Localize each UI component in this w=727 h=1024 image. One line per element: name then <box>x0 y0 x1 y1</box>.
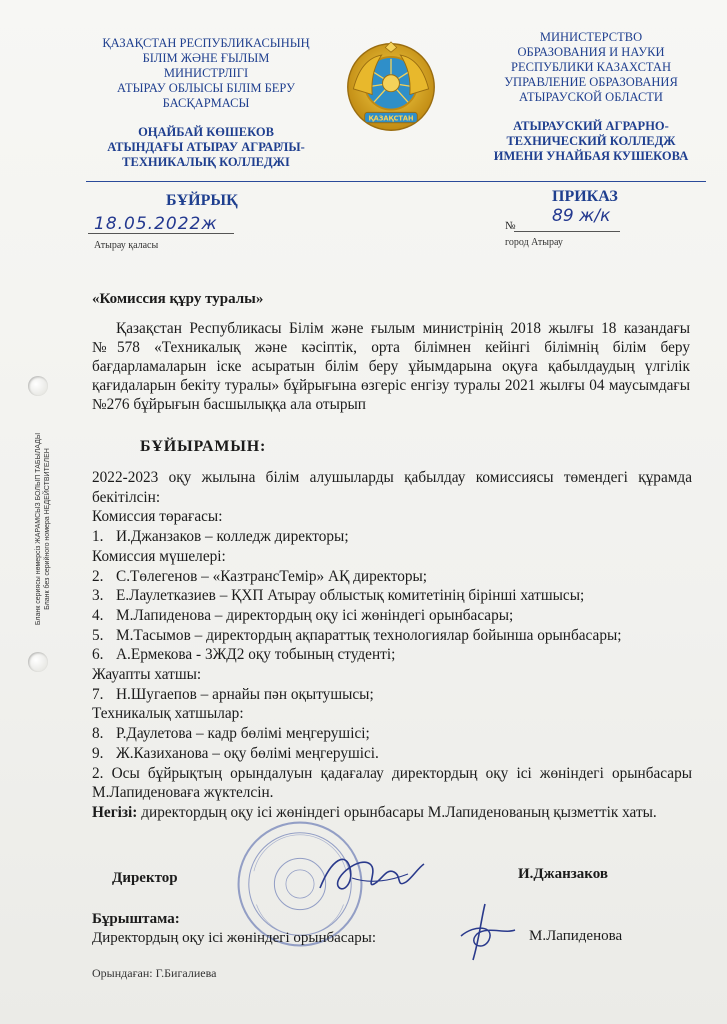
city-ru: город Атырау <box>505 237 563 248</box>
deputy-signature-icon <box>455 900 521 964</box>
side-margin <box>33 380 51 680</box>
header-right-college <box>476 119 706 164</box>
item-text: Ж.Казиханова – оқу бөлімі меңгерушісі. <box>116 744 379 762</box>
intro-paragraph: 2022-2023 оқу жылына білім алушыларды қабылдау комиссиясы төмендегі құрамда бекітілсін: <box>92 469 692 506</box>
list-item <box>92 586 692 606</box>
item-text: А.Ермекова - 3ЖД2 оқу тобының студенті; <box>116 646 396 664</box>
header-left-line: АТЫРАУ ОБЛЫСЫ БІЛІМ БЕРУ <box>117 81 295 95</box>
doc-type-ru: ПРИКАЗ <box>552 188 618 205</box>
item-number: 3. <box>92 587 104 605</box>
tech-label: Техникалық хатшылар: <box>92 705 244 723</box>
doc-type-kz: БҰЙРЫҚ <box>166 192 238 209</box>
handwritten-number: 89 ж/к <box>552 206 611 226</box>
item-text: М.Лапиденова – директордың оқу ісі жөніндегі орынбасары; <box>116 606 514 624</box>
list-item <box>92 685 692 705</box>
director-signature-icon <box>312 838 428 904</box>
chair-label: Комиссия төрағасы: <box>92 508 223 526</box>
members-label: Комиссия мүшелері: <box>92 547 226 565</box>
secretary-label: Жауапты хатшы: <box>92 666 202 684</box>
item-text: С.Төлегенов – «КазтрансТемір» АҚ директоры; <box>116 567 428 585</box>
list-item <box>92 645 692 665</box>
item-number: 5. <box>92 626 104 644</box>
list-item <box>92 744 692 764</box>
header-left-line: ҚАЗАҚСТАН РЕСПУБЛИКАСЫНЫҢ <box>102 36 310 50</box>
basis-paragraph <box>92 803 692 823</box>
item-number: 8. <box>92 725 104 743</box>
college-line: ИМЕНИ УНАЙБАЯ КУШЕКОВА <box>493 149 689 163</box>
header-left-line: МИНИСТРЛІГІ <box>163 66 249 80</box>
header-left-line: БІЛІМ ЖӘНЕ ҒЫЛЫМ <box>142 51 270 65</box>
item-text: Е.Лаулетказиев – ҚХП Атырау облыстық комитетінің бірінші хатшысы; <box>116 587 585 605</box>
college-line: ОҢАЙБАЙ КӨШЕКОВ <box>138 125 274 139</box>
item-number: 4. <box>92 606 104 624</box>
item-text: М.Тасымов – директордың ақпараттық технологиялар бойынша орынбасары; <box>116 626 622 644</box>
preamble-paragraph: Қазақстан Республикасы Білім және ғылым министрінің 2018 жылғы 18 казандағы №578 «Техникалық және кәсіптік, орта білімнен кейінгі білімнің білім беру бағдарламаларын іске асыратын білім беру ұйымдарына оқуға қабылдаудың үлгілік қағидаларын бекіту туралы» бұйрығына өзгеріс енгізу туралы 2021 жылғы 04 маусымдағы №276 бұйрығын басшылыққа ала отырып <box>92 320 690 413</box>
list-item <box>92 527 692 547</box>
kazakhstan-state-emblem-icon <box>344 40 438 134</box>
control-paragraph: 2. Осы бұйрықтың орындалуын қадағалау директордың оқу ісі жөніндегі орынбасары М.Лапиденоваға жүктелсін. <box>92 764 692 802</box>
list-item <box>92 567 692 587</box>
college-line: АТЫНДАҒЫ АТЫРАУ АГРАРЛЫ- <box>107 140 305 154</box>
city-kz: Атырау қаласы <box>94 240 159 251</box>
item-number: 1. <box>92 528 104 546</box>
basis-text: директордың оқу ісі жөніндегі орынбасары М.Лапиденованың қызметтік хаты. <box>141 803 657 821</box>
side-text-line: Бланк без серийного номера НЕДЕЙСТВИТЕЛЕН <box>44 448 51 610</box>
college-line: АТЫРАУСКИЙ АГРАРНО- <box>513 119 669 133</box>
header-divider <box>86 181 706 182</box>
item-text: Н.Шугаепов – арнайы пән оқытушысы; <box>116 685 374 703</box>
basis-label: Негізі: <box>92 803 138 821</box>
list-item <box>92 724 692 744</box>
item-text: Р.Даулетова – кадр бөлімі меңгерушісі; <box>116 725 370 743</box>
college-line: ТЕХНИЧЕСКИЙ КОЛЛЕДЖ <box>506 134 676 148</box>
emblem-text: ҚАЗАҚСТАН <box>368 114 414 123</box>
header-right-line: ОБРАЗОВАНИЯ И НАУКИ <box>517 45 665 59</box>
header-right <box>476 30 706 164</box>
handwritten-date: 18.05.2022ж <box>94 214 218 234</box>
director-name: И.Джанзаков <box>518 866 608 882</box>
item-number: 6. <box>92 646 104 664</box>
agreed-name: М.Лапиденова <box>529 928 623 944</box>
header-left-line: БАСҚАРМАСЫ <box>162 96 250 110</box>
number-underline <box>514 231 620 232</box>
date-underline <box>88 233 234 234</box>
executor-line: Орындаған: Г.Бигалиева <box>92 966 217 980</box>
header-right-line: МИНИСТЕРСТВО <box>539 30 643 44</box>
agreed-role: Директордың оқу ісі жөніндегі орынбасары: <box>92 930 377 946</box>
number-sign: № <box>505 220 516 232</box>
side-margin-text <box>34 379 52 679</box>
header-left <box>86 36 326 170</box>
list-item <box>92 626 692 646</box>
director-label: Директор <box>112 870 178 886</box>
item-text: И.Джанзаков – колледж директоры; <box>116 528 349 546</box>
college-line: ТЕХНИКАЛЫҚ КОЛЛЕДЖІ <box>122 155 290 169</box>
header-right-line: УПРАВЛЕНИЕ ОБРАЗОВАНИЯ <box>504 75 678 89</box>
agreed-label: Бұрыштама: <box>92 911 180 927</box>
list-item <box>92 606 692 626</box>
order-subject: «Комиссия құру туралы» <box>92 291 264 307</box>
item-number: 7. <box>92 685 104 703</box>
order-word: БҰЙЫРАМЫН: <box>140 438 267 455</box>
order-body <box>92 468 692 823</box>
item-number: 9. <box>92 744 104 762</box>
header-left-college <box>86 125 326 170</box>
header-right-line: АТЫРАУСКОЙ ОБЛАСТИ <box>519 90 663 104</box>
item-number: 2. <box>92 567 104 585</box>
side-text-line: Бланк сериясы нөмерсіз ЖАРАМСЫЗ БОЛЫП ТАБЫЛАДЫ <box>35 432 42 626</box>
header-right-line: РЕСПУБЛИКИ КАЗАХСТАН <box>511 60 671 74</box>
